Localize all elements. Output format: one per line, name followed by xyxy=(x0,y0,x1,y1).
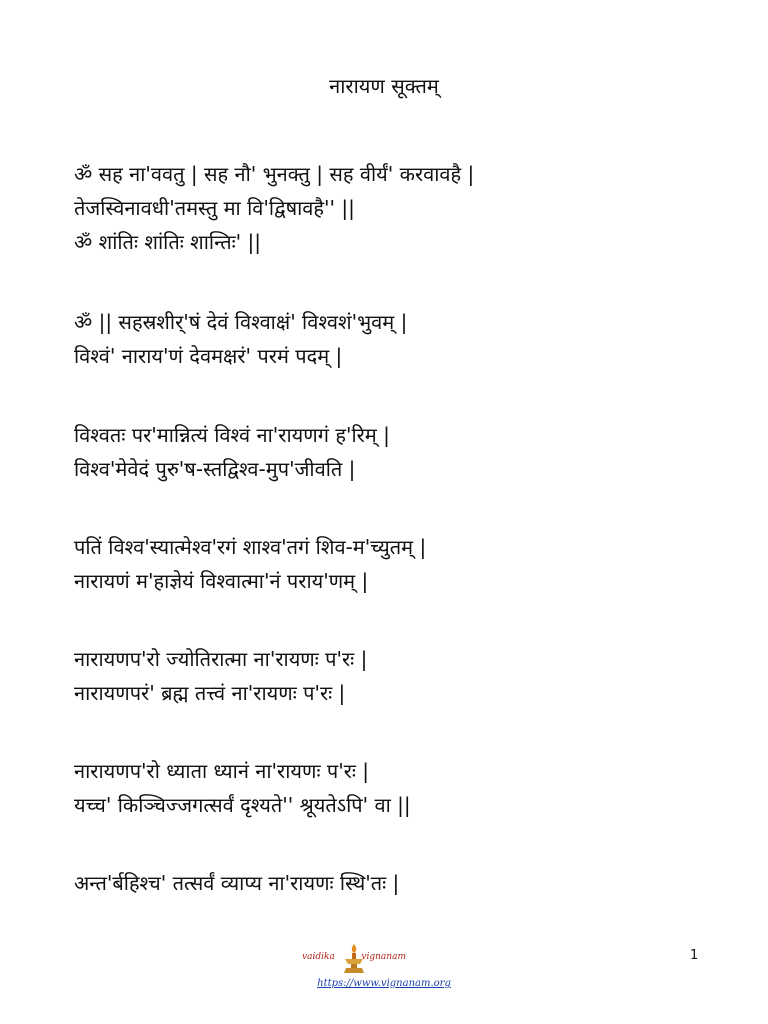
verse-line: नारायणं म'हाज्ञेयं विश्वात्मा'नं पराय'णम् | xyxy=(74,569,369,593)
verse-line: ॐ सह ना'ववतु | सह नौ' भुनक्तु | सह वीर्यं' करवावहै | xyxy=(74,162,475,186)
footer-logo xyxy=(302,942,406,978)
verse-line: तेजस्विनावधी'तमस्तु मा वि'द्विषावहै'' || xyxy=(74,196,355,220)
logo-text-left: vaidika xyxy=(302,952,335,962)
verse-line: पतिं विश्व'स्यात्मेश्व'रगं शाश्व'तगं शिव-म'च्युतम् | xyxy=(74,535,427,559)
logo-text-right: vignanam xyxy=(361,952,406,962)
verse-line: नारायणप'रो ध्याता ध्यानं ना'रायणः प'रः | xyxy=(74,759,370,783)
stanza-1 xyxy=(74,157,474,259)
stanza-2 xyxy=(74,305,407,373)
verse-line: यच्च' किञ्चिज्जगत्सर्वं दृश्यते'' श्रूयतेऽपि' वा || xyxy=(74,793,411,817)
stanza-3 xyxy=(74,418,390,486)
website-link[interactable]: https://www.vignanam.org xyxy=(317,978,451,989)
verse-line: विश्वतः पर'मान्नित्यं विश्वं ना'रायणगं ह'रिम् | xyxy=(74,423,390,447)
verse-line: ॐ शांतिः शांतिः शान्तिः' || xyxy=(74,230,262,254)
verse-line: विश्व'मेवेदं पुरु'ष-स्तद्विश्व-मुप'जीवति | xyxy=(74,457,356,481)
verse-line: विश्वं' नाराय'णं देवमक्षरं' परमं पदम् | xyxy=(74,344,343,368)
verse-line: नारायणपरं' ब्रह्म तत्त्वं ना'रायणः प'रः | xyxy=(74,681,346,705)
stanza-7 xyxy=(74,866,399,900)
verse-line: नारायणप'रो ज्योतिरात्मा ना'रायणः प'रः | xyxy=(74,647,368,671)
stanza-4 xyxy=(74,530,426,598)
stanza-6 xyxy=(74,754,411,822)
page-number: 1 xyxy=(690,948,699,963)
stanza-5 xyxy=(74,642,367,710)
page-title: नारायण सूक्तम् xyxy=(329,74,439,98)
verse-line: ॐ || सहस्रशीर्'षं देवं विश्वाक्षं' विश्वशं'भुवम् | xyxy=(74,310,408,334)
verse-line: अन्त'र्बहिश्च' तत्सर्वं व्याप्य ना'रायणः स्थि'तः | xyxy=(74,871,400,895)
